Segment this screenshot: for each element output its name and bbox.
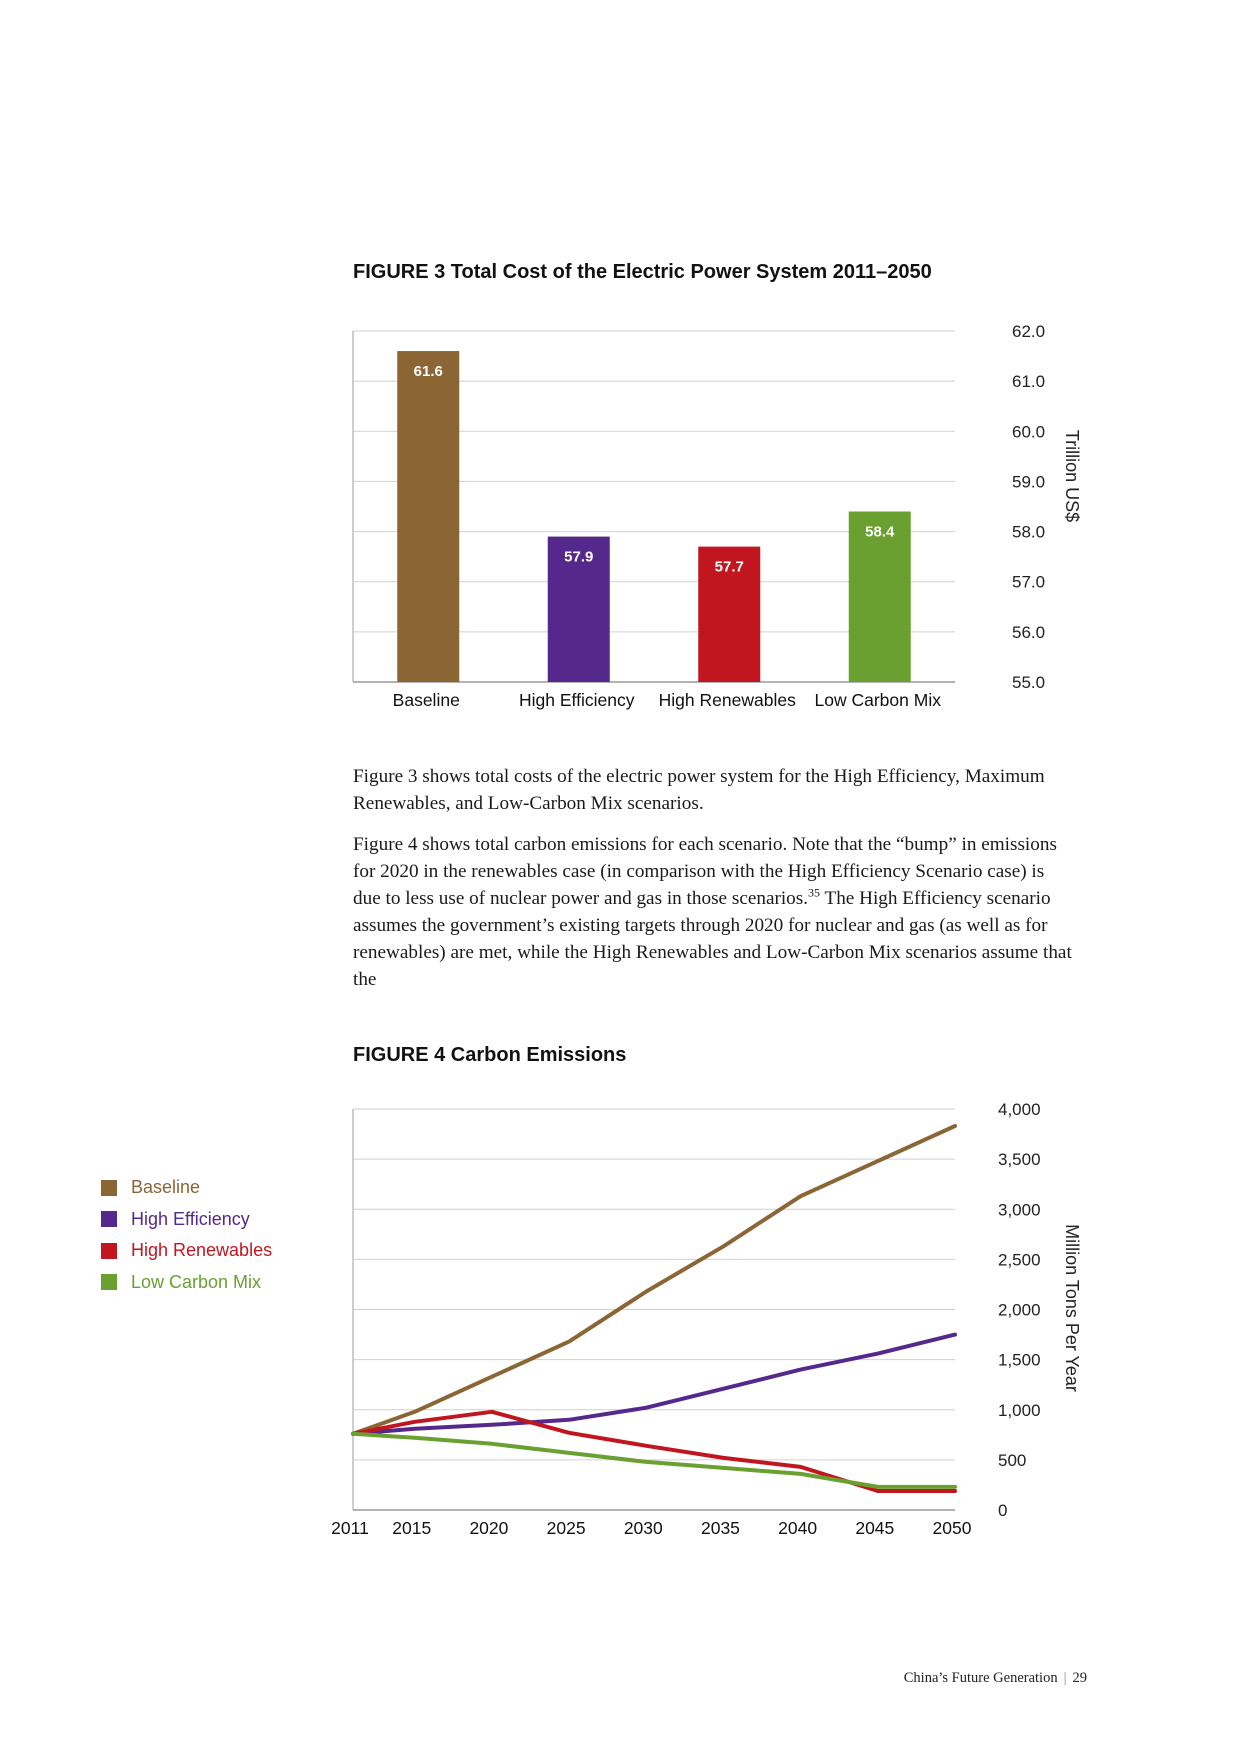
paragraph-2-text-a: Figure 4 shows total carbon emissions for each scenario. Note that the “bump” in emissions for 2020 in the renewables case (in comparison with the High Efficiency Scenario case) is due to less use of nuclear power and gas in those scenarios. [353,834,1057,909]
x-tick-label: Low Carbon Mix [814,690,941,710]
paragraph-figure-4 [353,831,1073,993]
bar-baseline [397,351,459,682]
x-tick-label: 2035 [700,1518,740,1538]
y-tick-label: 4,000 [998,1100,1041,1119]
y-axis-title: Trillion US$ [1062,429,1082,523]
x-tick-label: High Renewables [658,690,796,710]
y-tick-label: 61.0 [1012,372,1046,392]
x-tick-label: 2011 [331,1518,369,1538]
paragraph-2-text-b: The High Efficiency scenario assumes the government’s existing targets through 2020 for nuclear and gas (as well as for renewables) are met, while the High Renewables and Low-Carbon Mix scenarios assume that the [353,888,1072,990]
legend-label: High Efficiency [131,1208,250,1229]
y-tick-label: 3,000 [998,1200,1041,1220]
y-tick-label: 2,000 [998,1300,1041,1320]
bar-value-label: 61.6 [413,363,443,381]
y-tick-label: 58.0 [1012,522,1046,542]
x-tick-label: High Efficiency [519,690,635,710]
y-tick-label: 500 [998,1450,1027,1470]
x-tick-label: 2040 [778,1518,818,1538]
footer-separator: | [1063,1670,1067,1686]
series-line-baseline [353,1126,955,1434]
x-tick-label: 2045 [855,1518,895,1538]
footer-publication: China’s Future Generation [903,1670,1058,1686]
x-tick-label: 2050 [932,1518,972,1538]
bar-value-label: 57.7 [714,558,744,576]
x-tick-label: 2020 [469,1518,509,1538]
page-number: 29 [1072,1670,1087,1686]
y-tick-label: 0 [998,1501,1008,1520]
y-tick-label: 59.0 [1012,472,1046,492]
y-tick-label: 3,500 [998,1150,1041,1170]
series-line-high-renewables [353,1412,955,1491]
emissions-line-chart [0,1060,1242,1660]
y-tick-label: 55.0 [1012,673,1046,692]
bar-value-label: 57.9 [564,548,594,566]
y-tick-label: 56.0 [1012,622,1046,642]
y-tick-label: 57.0 [1012,572,1046,592]
y-tick-label: 1,500 [998,1350,1041,1370]
legend-label: Baseline [131,1177,201,1198]
paragraph-figure-3 [353,763,1073,817]
y-tick-label: 60.0 [1012,422,1046,442]
y-tick-label: 2,500 [998,1250,1041,1270]
legend-label: Low Carbon Mix [131,1271,262,1292]
page-footer [904,1670,1087,1687]
cost-bar-chart [0,0,1242,760]
x-tick-label: 2015 [392,1518,432,1538]
y-axis-title: Million Tons Per Year [1062,1224,1082,1392]
footnote-ref: 35 [808,885,821,900]
figure-3-title: FIGURE 3 Total Cost of the Electric Power System 2011–2050 [353,261,932,283]
x-tick-label: 2030 [623,1518,663,1538]
y-tick-label: 62.0 [1012,322,1046,341]
paragraph-1-text: Figure 3 shows total costs of the electric power system for the High Efficiency, Maximum Renewables, and Low-Carbon Mix scenarios. [353,766,1045,814]
figure-4-title: FIGURE 4 Carbon Emissions [353,1044,627,1066]
legend-label: High Renewables [131,1240,273,1261]
x-tick-label: 2025 [546,1518,586,1538]
bar-value-label: 58.4 [865,523,895,541]
y-tick-label: 1,000 [998,1400,1041,1420]
x-tick-label: Baseline [392,690,460,710]
